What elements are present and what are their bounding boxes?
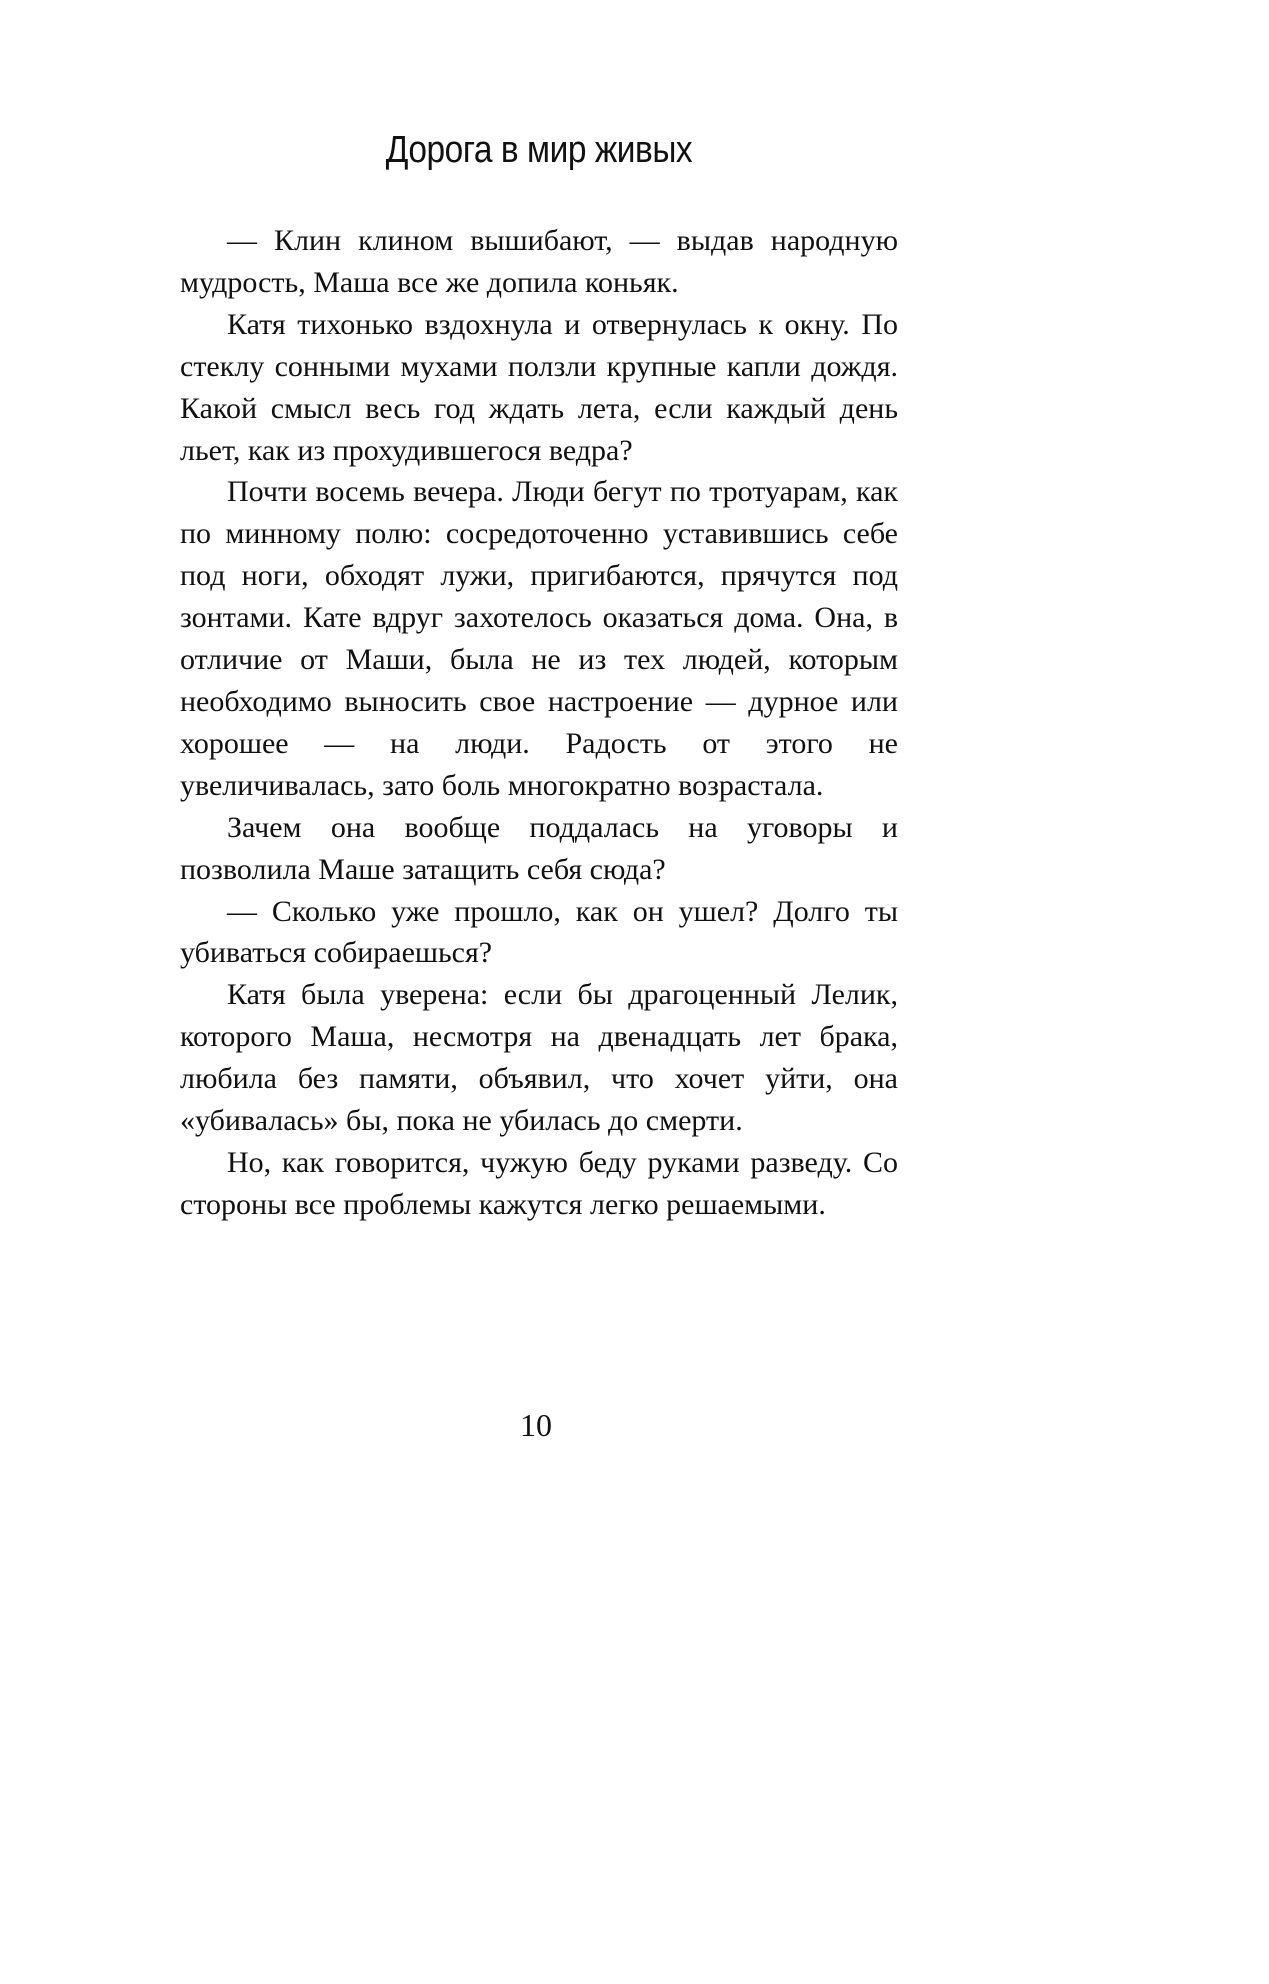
paragraph: Катя была уверена: если бы драгоценный Лелик, которого Маша, несмотря на двенадцать лет брака, любила без памяти, объявил, что хочет уйти, она «убивалась» бы, пока не убилась до смерти. bbox=[180, 978, 898, 1138]
paragraph: Зачем она вообще поддалась на уговоры и позволила Маше затащить себя сюда? bbox=[180, 810, 898, 886]
paragraph: — Сколько уже прошло, как он ушел? Долго ты убиваться собираешься? bbox=[180, 894, 898, 970]
paragraph: Но, как говорится, чужую беду руками разведу. Со стороны все проблемы кажутся легко решаемыми. bbox=[180, 1145, 898, 1221]
page-title: Дорога в мир живых bbox=[385, 129, 693, 171]
paragraph: Почти восемь вечера. Люди бегут по тротуарам, как по минному полю: сосредоточенно уставившись себе под ноги, обходят лужи, пригибаются, прячутся под зонтами. Кате вдруг захотелось оказаться дома. Она, в отличие от Маши, была не из тех людей, которым необходимо выносить свое настроение — дурное или хорошее — на люди. Радость от этого не увеличивалась, зато боль многократно возрастала. bbox=[180, 475, 898, 802]
paragraph: — Клин клином вышибают, — выдав народную мудрость, Маша все же допила коньяк. bbox=[180, 224, 898, 299]
paragraph: Катя тихонько вздохнула и отвернулась к окну. По стеклу сонными мухами ползли крупные капли дождя. Какой смысл весь год ждать лета, если каждый день льет, как из прохудившегося ведра? bbox=[180, 307, 898, 467]
body-text bbox=[180, 220, 898, 1226]
page-number: 10 bbox=[520, 1407, 552, 1443]
